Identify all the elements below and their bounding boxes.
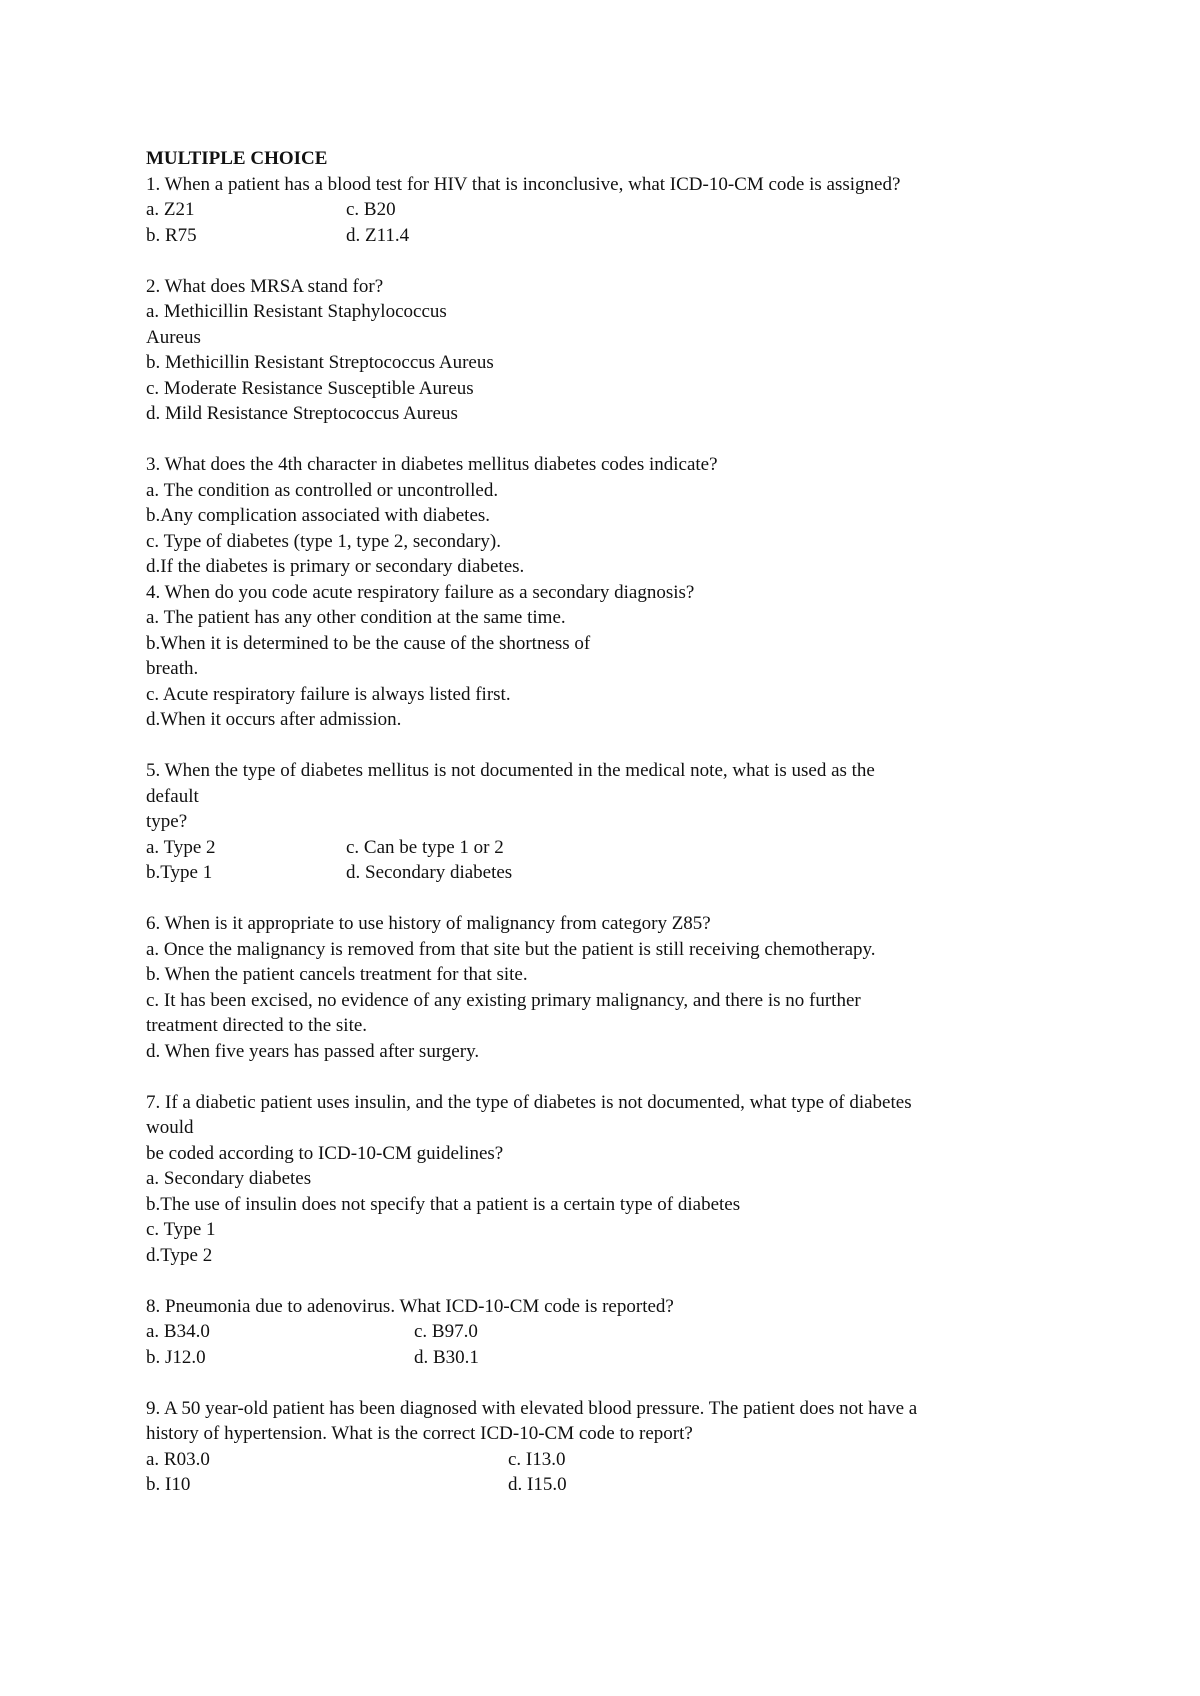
q6-option-a: a. Once the malignancy is removed from that site but the patient is still receiving chemotherapy. <box>146 938 876 960</box>
q7-option-b: b.The use of insulin does not specify that a patient is a certain type of diabetes <box>146 1193 741 1215</box>
q9-option-c: c. I13.0 <box>508 1448 566 1470</box>
answer-row <box>146 860 1086 886</box>
q8-option-b: b. J12.0 <box>146 1346 206 1368</box>
q9-option-d: d. I15.0 <box>508 1474 567 1495</box>
q1-option-b: b. R75 <box>146 224 197 246</box>
q3-option-b: b.Any complication associated with diabetes. <box>146 505 491 526</box>
q3-option-a: a. The condition as controlled or uncontrolled. <box>146 479 499 501</box>
q7-option-a: a. Secondary diabetes <box>146 1168 312 1189</box>
answer-row <box>146 1447 1086 1473</box>
q1-option-a: a. Z21 <box>146 199 195 220</box>
answer-row <box>146 1472 1086 1498</box>
q4-option-c: c. Acute respiratory failure is always listed first. <box>146 683 511 705</box>
question-3: 3. What does the 4th character in diabetes mellitus diabetes codes indicate? <box>146 454 718 475</box>
q7-option-c: c. Type 1 <box>146 1219 216 1240</box>
question-5-cont: default <box>146 785 199 807</box>
q9-option-b: b. I10 <box>146 1474 191 1495</box>
question-7: 7. If a diabetic patient uses insulin, and the type of diabetes is not documented, what type of diabetes <box>146 1091 912 1113</box>
q1-option-c: c. B20 <box>346 199 396 220</box>
answer-row <box>146 835 1086 861</box>
question-2: 2. What does MRSA stand for? <box>146 275 384 297</box>
q9-option-a: a. R03.0 <box>146 1448 210 1470</box>
q5-option-c: c. Can be type 1 or 2 <box>346 836 504 858</box>
q8-option-c: c. B97.0 <box>414 1321 478 1342</box>
question-5-cont: type? <box>146 811 188 832</box>
q8-option-a: a. B34.0 <box>146 1321 210 1342</box>
question-9-cont: history of hypertension. What is the correct ICD-10-CM code to report? <box>146 1423 693 1444</box>
question-9: 9. A 50 year-old patient has been diagnosed with elevated blood pressure. The patient does not have a <box>146 1397 918 1419</box>
q6-option-c: c. It has been excised, no evidence of any existing primary malignancy, and there is no further <box>146 989 861 1011</box>
q2-option-c: c. Moderate Resistance Susceptible Aureus <box>146 377 474 399</box>
q2-option-d: d. Mild Resistance Streptococcus Aureus <box>146 403 458 424</box>
question-1: 1. When a patient has a blood test for HIV that is inconclusive, what ICD-10-CM code is assigned? <box>146 173 901 195</box>
question-7-cont: be coded according to ICD-10-CM guidelines? <box>146 1142 504 1164</box>
q6-option-b: b. When the patient cancels treatment for that site. <box>146 964 528 985</box>
question-5: 5. When the type of diabetes mellitus is not documented in the medical note, what is used as the <box>146 760 875 781</box>
answer-row <box>146 1345 1086 1371</box>
q8-option-d: d. B30.1 <box>414 1346 479 1368</box>
page-title: MULTIPLE CHOICE <box>146 148 328 169</box>
question-7-cont: would <box>146 1117 194 1138</box>
answer-row <box>146 1319 1086 1345</box>
answer-row <box>146 223 1086 249</box>
q2-option-a-cont: Aureus <box>146 326 201 348</box>
q2-option-b: b. Methicillin Resistant Streptococcus Aureus <box>146 352 494 373</box>
quiz-content <box>146 146 1086 1498</box>
q6-option-c-cont: treatment directed to the site. <box>146 1015 368 1036</box>
q5-option-a: a. Type 2 <box>146 836 216 858</box>
q6-option-d: d. When five years has passed after surgery. <box>146 1040 480 1062</box>
q4-option-b: b.When it is determined to be the cause of the shortness of <box>146 632 591 654</box>
q7-option-d: d.Type 2 <box>146 1244 213 1266</box>
q1-option-d: d. Z11.4 <box>346 224 410 246</box>
q3-option-c: c. Type of diabetes (type 1, type 2, secondary). <box>146 530 501 552</box>
q3-option-d: d.If the diabetes is primary or secondary diabetes. <box>146 556 525 577</box>
q2-option-a: a. Methicillin Resistant Staphylococcus <box>146 301 447 322</box>
question-6: 6. When is it appropriate to use history of malignancy from category Z85? <box>146 913 711 934</box>
q4-option-b-cont: breath. <box>146 658 199 679</box>
q5-option-d: d. Secondary diabetes <box>346 862 513 883</box>
question-8: 8. Pneumonia due to adenovirus. What ICD-10-CM code is reported? <box>146 1295 674 1317</box>
answer-row <box>146 197 1086 223</box>
q4-option-d: d.When it occurs after admission. <box>146 709 402 730</box>
q4-option-a: a. The patient has any other condition at the same time. <box>146 607 566 628</box>
q5-option-b: b.Type 1 <box>146 862 213 883</box>
question-4: 4. When do you code acute respiratory failure as a secondary diagnosis? <box>146 581 695 603</box>
